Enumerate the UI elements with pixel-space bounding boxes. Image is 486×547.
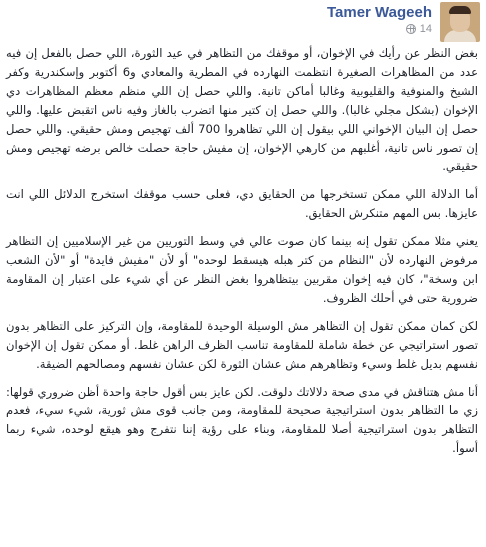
post-paragraph-2: أما الدلالة اللي ممكن تستخرجها من الحقايق دي، فعلى حسب موقفك استخرج الدلائل اللي انت عايزها. بس المهم متنكرش الحقايق. <box>6 187 478 221</box>
post-header <box>0 0 486 44</box>
post-paragraph-3: يعني مثلا ممكن تقول إنه بينما كان صوت عالي في وسط التوريين من غير الإسلاميين إن التظاهر مرفوض النهارده لأن "النظام من كتر هبله هيسقط لوحده" أو لأن "مفيش فايدة" أو "لأن الشعب ابن وسخة"، كان فيه إخوان مقربين بيتظاهروا بغض النظر عن أي شيء على اعتبار إن المقاومة ضرورية حتى في أحلك الظروف. <box>6 234 478 305</box>
post-meta <box>406 23 432 35</box>
post-paragraph-5: أنا مش هتناقش في مدى صحة دلالاتك دلوقت. لكن عايز بس أقول حاجة واحدة أظن ضروري قولها: زي ما التظاهر بدون استراتيجية صحيحة للمقاومة، ومن جانب قوى مش ثورية، شيء سيء، فعدم التظاهر بدون استراتيجية أصلا للمقاومة، وبناء على رؤية إننا نتفرج وهو هيقع لوحده، شيء ربما أسوأ. <box>6 384 478 456</box>
globe-icon[interactable] <box>406 24 416 34</box>
post-paragraph-1: بغض النظر عن رأيك في الإخوان، أو موقفك من التظاهر في عيد الثورة، اللي حصل بالفعل إن فيه عدد من المظاهرات الصغيرة انتظمت النهارده في المطرية والمعادي و6 أكتوبر وإسكندرية وكفر الشيخ والمنوفية والقليوبية وغالبا أماكن تانية. واللي حصل إن اللي منظم معظم المظاهرات دي الإخوان (بشكل مجلي غالبا). واللي حصل إن كتير منها اتضرب بالغاز وفيه ناس اتقبض عليها. واللي حصل إن البيان الإخواني اللي بيقول إن اللي تظاهروا 700 ألف تهجيص ومش حقيقي. واللي حصل إن تصور ناس تانية، أغلبهم من كارهي الإخوان، إن مفيش حاجة حصلت خالص برضه تهجيص ومش حقيقي. <box>6 46 478 174</box>
post-timestamp[interactable]: 14 <box>419 23 432 35</box>
post-paragraph-4: لكن كمان ممكن تقول إن التظاهر مش الوسيلة الوحيدة للمقاومة، وإن التركيز على التظاهر بدون تصور استراتيجي عن خطة شاملة للمقاومة تناسب الظرف الراهن غلط. أو ممكن تقول إن الإخوان نفسهم بديل غلط وسيء وتظاهرهم مش عشان الثورة لكن عشان نفسهم ومصالحهم الضيقة. <box>6 318 478 371</box>
avatar-hair-shape <box>449 6 471 14</box>
author-avatar[interactable] <box>440 2 480 42</box>
post-body <box>6 44 478 467</box>
author-name-link[interactable]: Tamer Wageeh <box>326 4 432 21</box>
